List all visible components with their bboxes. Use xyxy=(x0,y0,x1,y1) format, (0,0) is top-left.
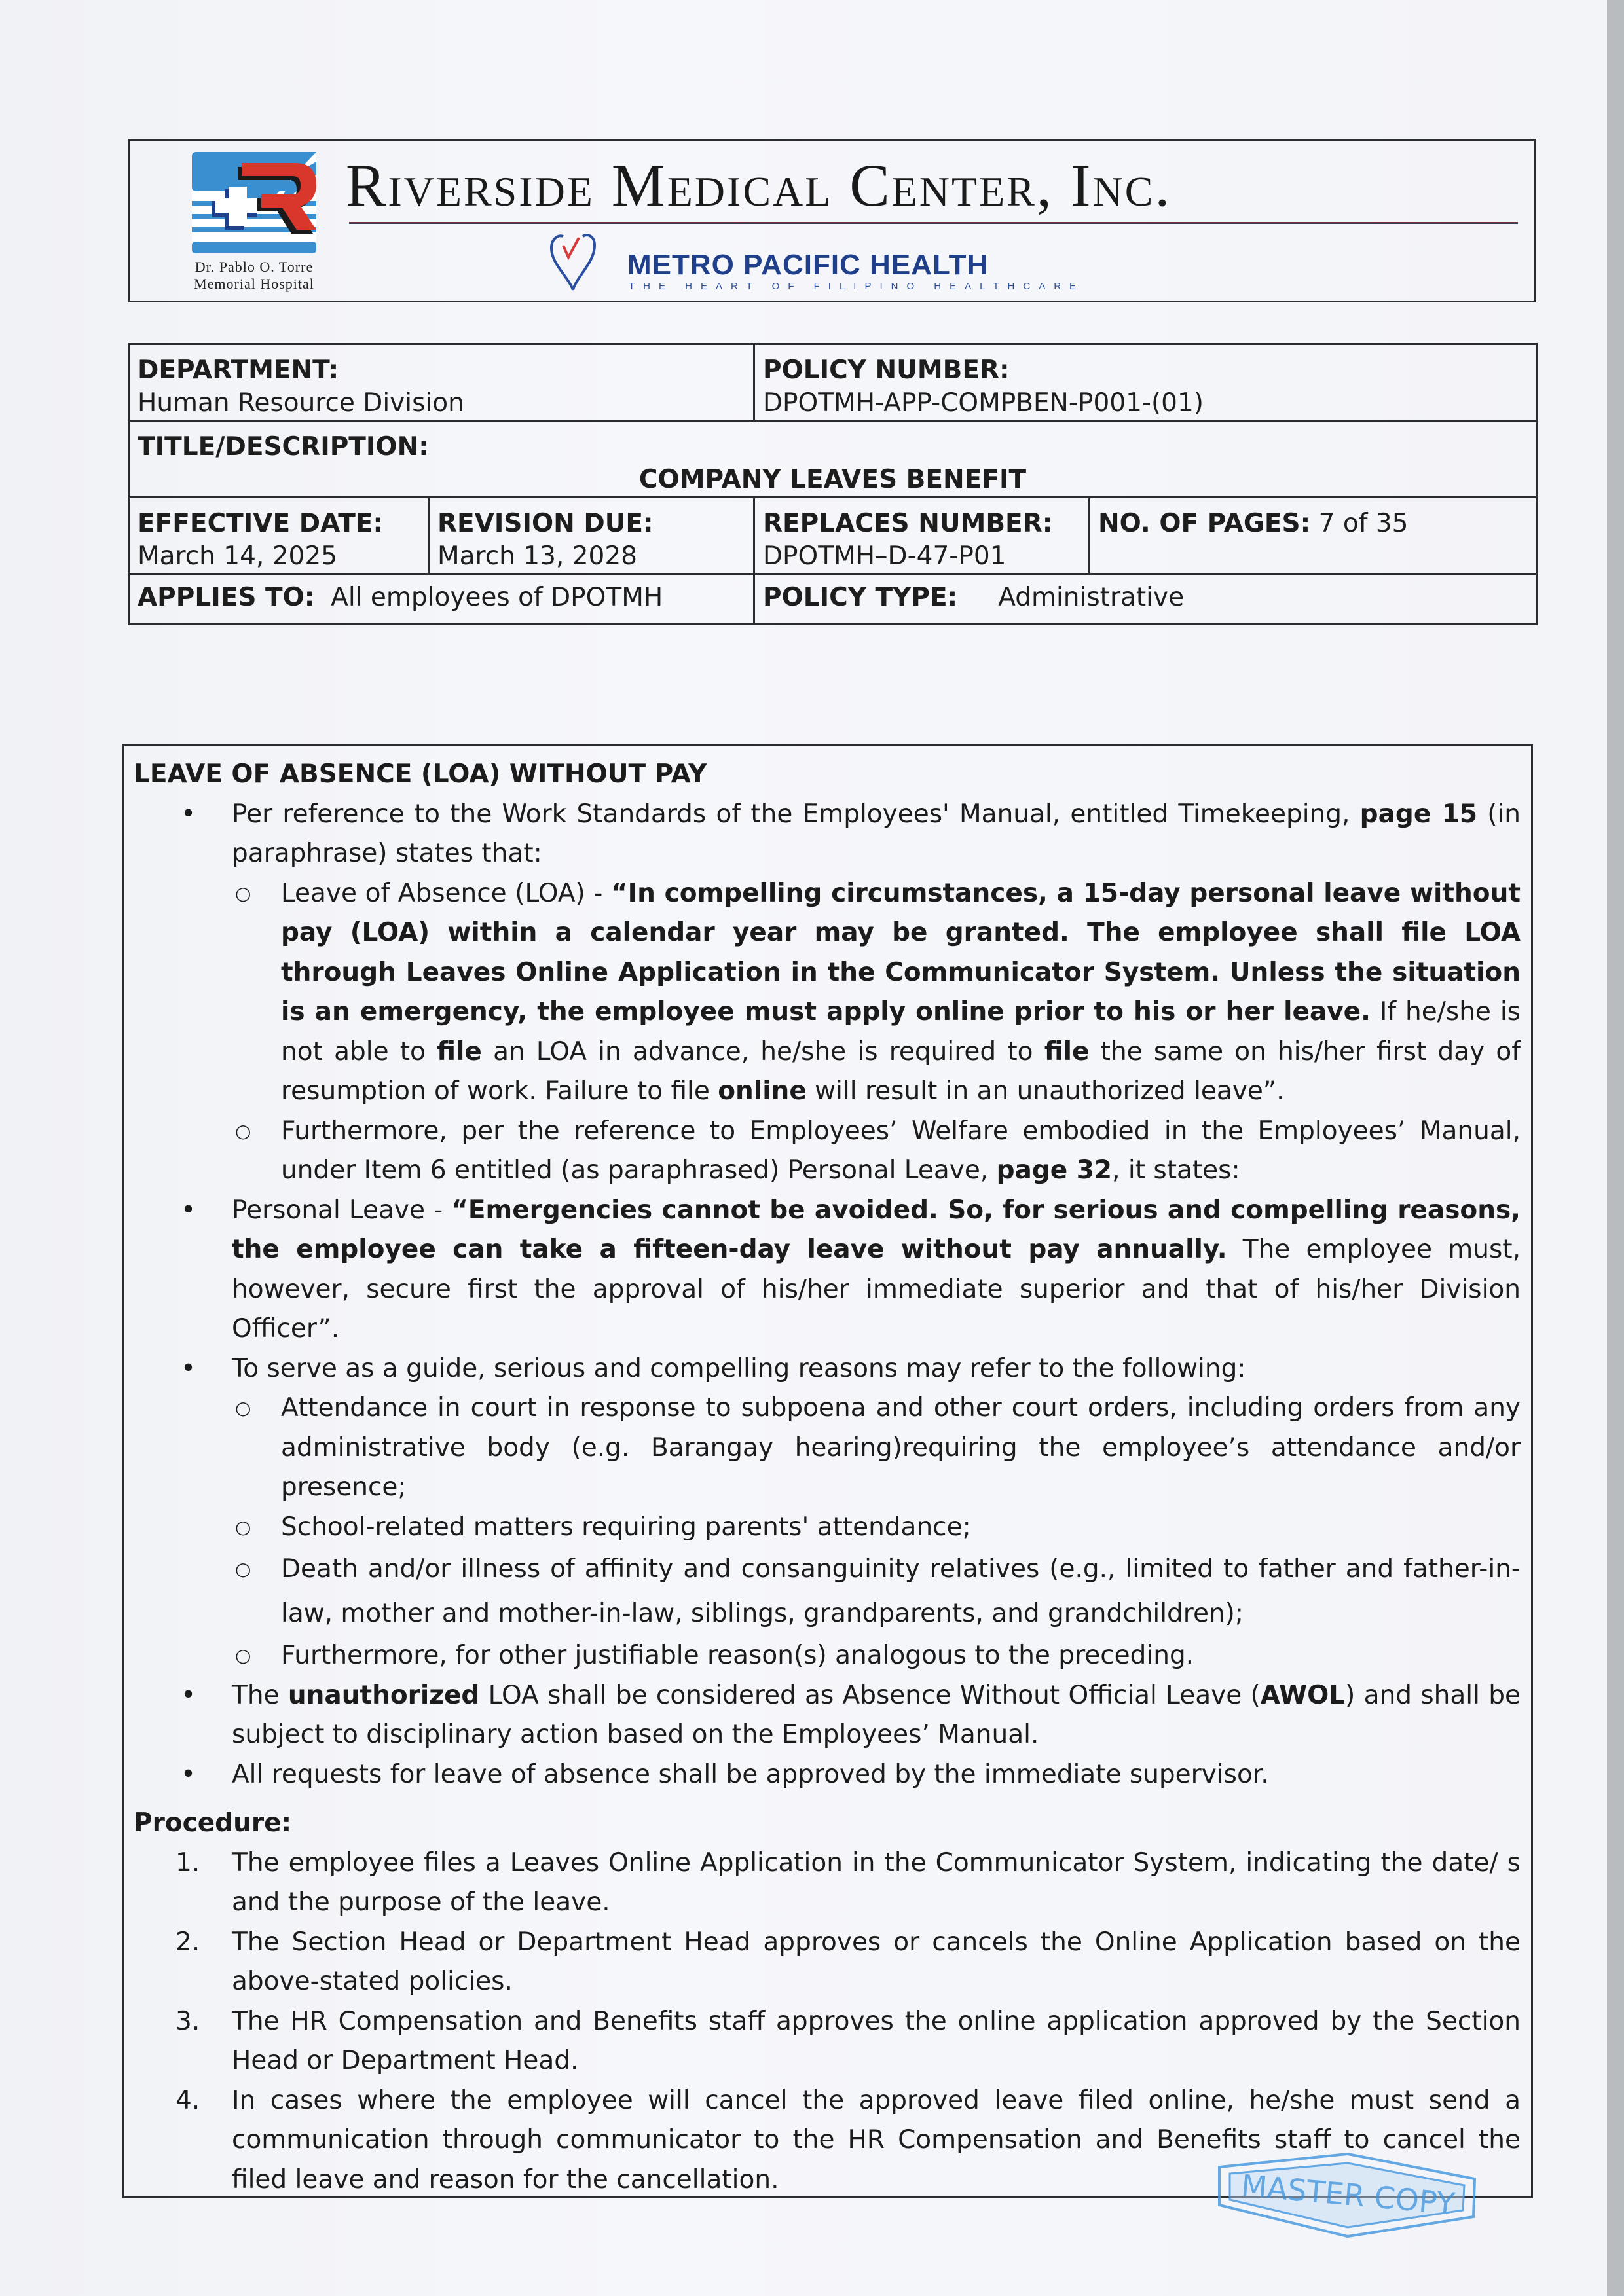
bullet-icon: • xyxy=(181,1353,196,1383)
department-cell xyxy=(129,344,754,421)
title-label: TITLE/DESCRIPTION: xyxy=(138,432,429,462)
reason-text: School-related matters requiring parents' attendance; xyxy=(281,1512,971,1542)
text-run: To serve as a guide, serious and compelling reasons may refer to the following: xyxy=(232,1353,1246,1383)
revision-due-label: REVISION DUE: xyxy=(437,509,654,538)
policy-type-label: POLICY TYPE: xyxy=(763,583,958,612)
circle-bullet-icon: ○ xyxy=(235,1120,251,1142)
effective-date-label: EFFECTIVE DATE: xyxy=(138,509,384,538)
circle-bullet-icon: ○ xyxy=(235,1558,251,1580)
text-run: will result in an unauthorized leave”. xyxy=(806,1076,1285,1106)
text-run-bold: page 32 xyxy=(996,1156,1113,1185)
policy-content xyxy=(122,744,1533,2198)
text-run-bold: file xyxy=(437,1036,482,1066)
text-run: The xyxy=(232,1680,288,1710)
circle-bullet-icon: ○ xyxy=(235,1397,251,1419)
bullet-icon: • xyxy=(181,1759,196,1789)
replaces-number-cell xyxy=(754,498,1090,574)
effective-date-value: March 14, 2025 xyxy=(138,541,337,571)
step-text: The Section Head or Department Head approves or cancels the Online Application based on the above-stated policies. xyxy=(232,1927,1521,1996)
partner-name: METRO PACIFIC HEALTH xyxy=(627,249,989,281)
stamp-text: MASTER COPY xyxy=(1240,2167,1456,2222)
partner-tagline: THE HEART OF FILIPINO HEALTHCARE xyxy=(629,281,1085,292)
bullet-icon: • xyxy=(181,1195,196,1225)
text-run: Per reference to the Work Standards of the Employees' Manual, entitled Timekeeping, xyxy=(232,799,1360,829)
step-text: In cases where the employee will cancel the approved leave filed online, he/she must send a communication through communicator to the HR Compensation and Benefits staff to cancel the filed leave and reason for the cancellation. xyxy=(232,2085,1521,2195)
reason-text: Furthermore, for other justifiable reason(s) analogous to the preceding. xyxy=(281,1641,1194,1670)
text-run: If he/she is not able to xyxy=(281,997,1521,1066)
hospital-logo-icon xyxy=(185,149,323,257)
text-run-bold: “Emergencies cannot be avoided. So, for serious and compelling reasons, the employee can take a fifteen-day leave without pay annually. xyxy=(232,1195,1521,1264)
hospital-caption-line1: Dr. Pablo O. Torre xyxy=(194,259,314,275)
step-text: The HR Compensation and Benefits staff approves the online application approved by the Section Head or Department Head. xyxy=(232,2006,1521,2075)
procedure-step xyxy=(134,2002,1521,2081)
hospital-caption-line2: Memorial Hospital xyxy=(194,276,314,292)
text-run: All requests for leave of absence shall be approved by the immediate supervisor. xyxy=(232,1759,1269,1789)
text-run: ) and shall be subject to disciplinary action based on the Employees’ Manual. xyxy=(232,1680,1521,1749)
text-run-bold: “In compelling circumstances, a 15-day personal leave without pay (LOA) within a calendar year may be granted. The employee shall file LOA through Leaves Online Application in the Communicator System. Unless the situation is an emergency, the employee must apply online prior to his or her leave. xyxy=(281,878,1521,1027)
step-number: 4. xyxy=(175,2085,200,2115)
policy-type-value: Administrative xyxy=(998,583,1185,612)
reason-text: Death and/or illness of affinity and consanguinity relatives (e.g., limited to father and father-in-law, mother and mother-in-law, siblings, grandparents, and grandchildren); xyxy=(281,1554,1521,1628)
text-run: , it states: xyxy=(1112,1156,1240,1185)
text-run: the same on his/her first day of resumption of work. Failure to file xyxy=(281,1036,1521,1106)
step-number: 2. xyxy=(175,1927,200,1957)
title-cell xyxy=(129,421,1537,498)
sub-list-item xyxy=(134,1112,1521,1191)
title-value: COMPANY LEAVES BENEFIT xyxy=(638,465,1027,494)
applies-to-label: APPLIES TO: xyxy=(138,583,315,612)
bullet-icon: • xyxy=(181,1680,196,1710)
reason-item xyxy=(134,1508,1521,1548)
master-copy-stamp xyxy=(1217,2153,1481,2238)
list-item xyxy=(134,1755,1521,1795)
text-run: Personal Leave - xyxy=(232,1195,452,1225)
revision-due-cell xyxy=(429,498,754,574)
list-item xyxy=(134,1676,1521,1755)
replaces-number-value: DPOTMH–D-47-P01 xyxy=(763,541,1006,571)
procedure-heading: Procedure: xyxy=(134,1808,292,1838)
organization-name: Riverside Medical Center, Inc. xyxy=(346,152,1172,219)
pages-cell xyxy=(1090,498,1537,574)
department-value: Human Resource Division xyxy=(138,388,464,418)
revision-due-value: March 13, 2028 xyxy=(437,541,637,571)
pages-value: 7 of 35 xyxy=(1318,509,1409,538)
procedure-step xyxy=(134,1923,1521,2002)
letterhead xyxy=(128,139,1536,302)
policy-number-value: DPOTMH-APP-COMPBEN-P001-(01) xyxy=(763,388,1204,418)
applies-to-cell xyxy=(129,574,754,625)
heart-check-icon xyxy=(549,231,598,293)
step-text: The employee files a Leaves Online Application in the Communicator System, indicating the date/ s and the purpose of the leave. xyxy=(232,1848,1521,1917)
text-run: (in paraphrase) states that: xyxy=(232,799,1521,868)
policy-type-cell xyxy=(754,574,1537,625)
text-run: Leave of Absence (LOA) - xyxy=(281,878,611,908)
list-item xyxy=(134,795,1521,874)
reason-item xyxy=(134,1389,1521,1508)
circle-bullet-icon: ○ xyxy=(235,1645,251,1666)
step-number: 1. xyxy=(175,1848,200,1878)
step-number: 3. xyxy=(175,2006,200,2036)
text-run-bold: unauthorized xyxy=(287,1680,480,1710)
applies-to-value: All employees of DPOTMH xyxy=(331,583,663,612)
section-heading: LEAVE OF ABSENCE (LOA) WITHOUT PAY xyxy=(134,759,707,789)
text-run: The employee must, however, secure first the approval of his/her immediate superior and that of his/her Division Officer”. xyxy=(232,1235,1521,1343)
policy-number-label: POLICY NUMBER: xyxy=(763,355,1010,385)
scan-edge xyxy=(1607,0,1624,2296)
sub-list-item xyxy=(134,874,1521,1112)
bullet-icon: • xyxy=(181,799,196,829)
text-run: an LOA in advance, he/she is required to xyxy=(481,1036,1044,1066)
text-run-bold: online xyxy=(718,1076,807,1106)
replaces-number-label: REPLACES NUMBER: xyxy=(763,509,1053,538)
text-run: Furthermore, per the reference to Employees’ Welfare embodied in the Employees’ Manual, under Item 6 entitled (as paraphrased) Personal Leave, xyxy=(281,1116,1521,1185)
reason-item xyxy=(134,1547,1521,1636)
text-run-bold: AWOL xyxy=(1260,1680,1346,1710)
hospital-caption xyxy=(156,259,352,293)
reason-text: Attendance in court in response to subpoena and other court orders, including orders from any administrative body (e.g. Barangay hearing)requiring the employee’s attendance and/or presence; xyxy=(281,1393,1521,1502)
procedure-step xyxy=(134,1844,1521,1923)
list-item xyxy=(134,1191,1521,1349)
department-label: DEPARTMENT: xyxy=(138,355,339,385)
text-run-bold: page 15 xyxy=(1359,799,1477,829)
text-run-bold: file xyxy=(1044,1036,1090,1066)
circle-bullet-icon: ○ xyxy=(235,882,251,904)
policy-number-cell xyxy=(754,344,1537,421)
pages-label: NO. OF PAGES: xyxy=(1098,509,1311,538)
reason-item xyxy=(134,1636,1521,1676)
policy-info-table xyxy=(128,343,1538,625)
title-divider xyxy=(349,222,1518,224)
list-item xyxy=(134,1349,1521,1389)
text-run: LOA shall be considered as Absence Without Official Leave ( xyxy=(479,1680,1261,1710)
effective-date-cell xyxy=(129,498,429,574)
circle-bullet-icon: ○ xyxy=(235,1516,251,1538)
